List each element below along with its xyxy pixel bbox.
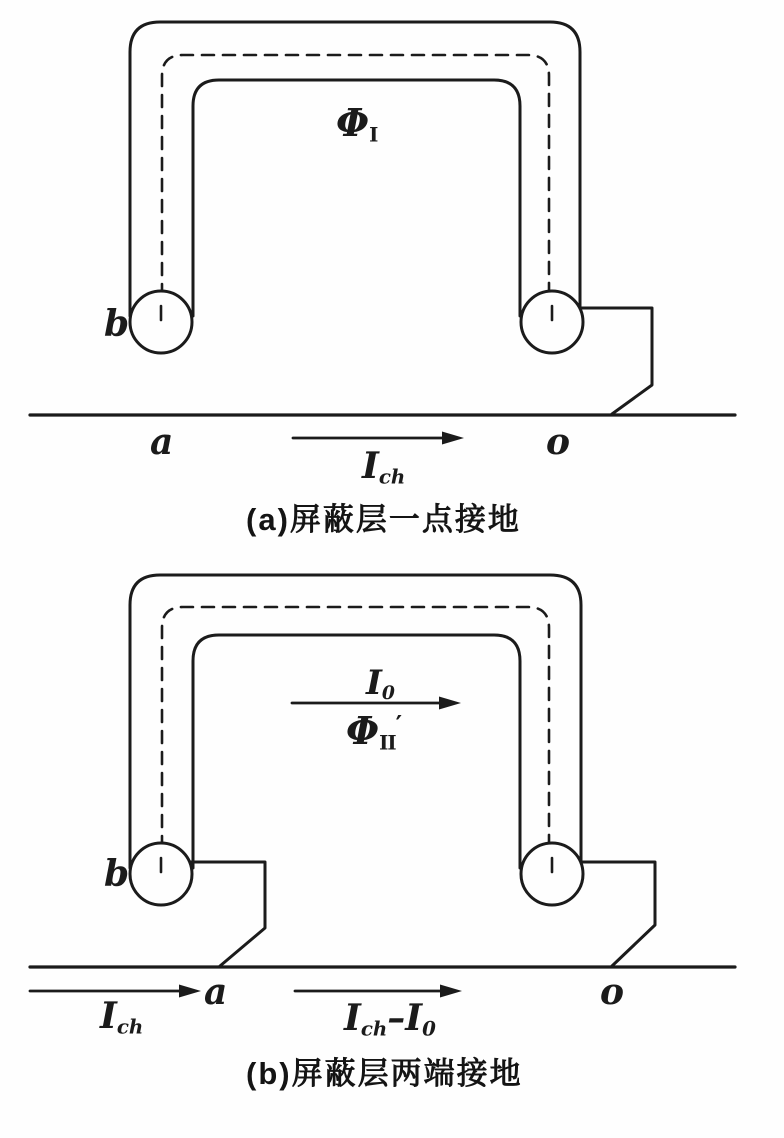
caption-diagram-b: (b)屏蔽层两端接地 bbox=[246, 1056, 523, 1091]
label-current-ich-minus-i0-b bbox=[344, 997, 436, 1041]
ichmi0-sub2: 0 bbox=[422, 1016, 436, 1041]
ground-lead-right-a bbox=[580, 308, 652, 414]
shield-outer-wall-a bbox=[130, 22, 580, 316]
caption-diagram-a: (a)屏蔽层一点接地 bbox=[246, 502, 521, 537]
cable-end-circle-right-b bbox=[521, 843, 583, 905]
label-flux-phi2-b bbox=[346, 708, 403, 755]
label-point-a-b: a bbox=[204, 971, 228, 1013]
cable-end-circle-left-a bbox=[130, 291, 192, 353]
ich-a-base: I bbox=[362, 445, 379, 487]
current-arrow-ich-minus-i0-b bbox=[295, 985, 462, 998]
ichmi0-base1: I bbox=[344, 997, 361, 1039]
phi2-base: Φ bbox=[346, 708, 380, 753]
ground-lead-left-b bbox=[190, 862, 265, 966]
i0-sub: 0 bbox=[381, 682, 395, 705]
label-point-b-a: b bbox=[104, 303, 130, 345]
ich-a-sub: ch bbox=[378, 464, 406, 489]
ich-b-base: I bbox=[100, 995, 117, 1037]
current-arrow-ich-a bbox=[293, 432, 464, 445]
label-flux-phi1-a bbox=[336, 100, 378, 147]
phi2-sub: II bbox=[379, 730, 396, 755]
label-point-o-b: o bbox=[600, 971, 625, 1013]
ground-lead-right-b bbox=[581, 862, 655, 966]
label-current-ich-a bbox=[362, 445, 406, 489]
ichmi0-sub1: ch bbox=[360, 1016, 388, 1041]
core-conductor-dashed-a bbox=[162, 55, 549, 296]
label-point-o-a: o bbox=[546, 421, 571, 463]
diagram-b-drawing bbox=[30, 575, 735, 998]
label-point-a-a: a bbox=[150, 421, 174, 463]
diagram-a-drawing bbox=[30, 22, 735, 445]
phi1-base: Φ bbox=[336, 100, 370, 145]
i0-base: I bbox=[366, 663, 382, 703]
ich-b-sub: ch bbox=[116, 1014, 144, 1039]
phi1-sub: I bbox=[369, 122, 378, 147]
label-current-ich-b bbox=[100, 995, 144, 1039]
phi2-prime: ′ bbox=[395, 709, 403, 739]
ichmi0-minus: – bbox=[387, 997, 406, 1039]
label-point-b-b: b bbox=[104, 853, 130, 895]
cable-end-circle-right-a bbox=[521, 291, 583, 353]
label-current-i0-b bbox=[366, 663, 395, 705]
cable-end-circle-left-b bbox=[130, 843, 192, 905]
ichmi0-base2: I bbox=[405, 997, 423, 1039]
